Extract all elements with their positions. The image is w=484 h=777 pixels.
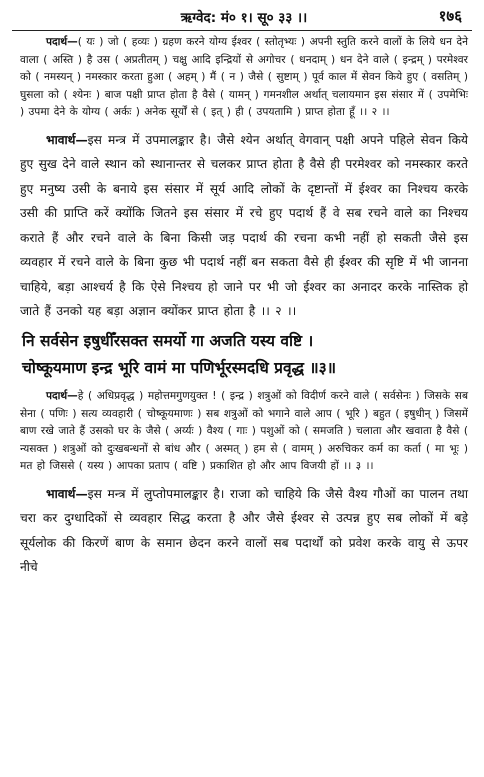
padartha-paragraph-3	[20, 388, 468, 476]
bhavartha-paragraph	[20, 128, 468, 324]
mantra-line-1: नि सर्वसेन इषुधीँरसक्त समर्यो गा अजति यस्य वष्टि ।	[22, 331, 314, 350]
bhavartha-paragraph-3	[20, 482, 468, 580]
running-head: ऋग्वेद: मं० १। सू० ३३ ।।	[180, 10, 308, 26]
mantra-line-2: चोष्कूयमाण इन्द्र भूरि वामं मा पणिर्भूरस्मदधि प्रवृद्ध ॥३॥	[22, 358, 337, 377]
padartha-label: पदार्थ—	[46, 36, 78, 48]
padartha-section-2	[20, 34, 468, 122]
bhavartha-section-3	[20, 482, 468, 580]
padartha-section-3	[20, 388, 468, 476]
page-header	[20, 4, 468, 30]
page-number: १७६	[438, 7, 462, 25]
bhavartha-label: भावार्थ—	[46, 132, 88, 147]
padartha-text: ( यः ) जो ( हव्यः ) ग्रहण करने योग्य ईश्वर ( स्तोतृभ्यः ) अपनी स्तुति करने वालों के लिये धन देने वाला ( अस्ति ) है उस ( अप्रतीतम् ) चक्षु आदि इन्द्रियों से अगोचर ( धनदाम् ) धन देने वाले ( इन्द्रम् ) परमेश्वर को ( नमस्यन् ) नमस्कार करता हुआ ( अहम् ) मैं ( न ) जैसे ( सुष्टाम् ) पूर्व काल में सेवन किये हुए ( वसतिम् ) घुसला को ( श्येनः ) बाज पक्षी प्राप्त होता है वैसे ( यामन् ) गमनशील अर्थात् चलायमान इस संसार में ( उपमेभिः ) उपमा देने के योग्य ( अर्कः ) अनेक सूर्यों से ( इत् ) ही ( उपयतामि ) प्राप्त होता हूँ ।। २ ।।	[20, 36, 468, 119]
padartha-label-3: पदार्थ—	[46, 389, 78, 402]
bhavartha-label-3: भावार्थ—	[46, 486, 88, 501]
bhavartha-section-2	[20, 128, 468, 324]
padartha-text-3: हे ( अधिप्रवृद्ध ) महोत्तमगुणयुक्त ! ( इन्द्र ) शत्रुओं को विदीर्ण करने वाले ( सर्वसेनः ) जिसके सब सेना ( पणिः ) सत्य व्यवहारी ( चोष्कूयमाणः ) सब शत्रुओं को भगाने वाले आप ( भूरि ) बहुत ( इषुधीन् ) जिसमें बाण रखे जाते हैं उसको घर के जैसे ( अर्य्यः ) वैश्य ( गाः ) पशुओं को ( समजति ) चलाता और खवाता है वैसे ( न्यसक्त ) शत्रुओं को दुःखबन्धनों से बांध और ( अस्मत् ) हम से ( वामम् ) अरुचिकर कर्म का कर्ता ( मा भूः ) मत हो जिससे ( यस्य ) आपका प्रताप ( वष्टि ) प्रकाशित हो और आप विजयी हों ।। ३ ।।	[20, 389, 468, 473]
mantra-verse	[20, 328, 468, 382]
padartha-paragraph	[20, 34, 468, 122]
bhavartha-text-3: इस मन्त्र में लुप्तोपमालङ्कार है। राजा को चाहिये कि जैसे वैश्य गौओं का पालन तथा चरा कर दुग्धादिकों से व्यवहार सिद्ध करता है और जैसे ईश्वर से उत्पन्न हुए सब लोकों में बड़े सूर्यलोक की किरणें बाण के समान छेदन करने वालों सब पदार्थों को प्रवेश करके वायु से ऊपर नीचे	[20, 486, 468, 575]
header-rule	[12, 30, 472, 31]
bhavartha-text: इस मन्त्र में उपमालङ्कार है। जैसे श्येन अर्थात् वेगवान् पक्षी अपने पहिले सेवन किये हुए सुख देने वाले स्थान को स्थानान्तर से चलकर प्राप्त होता है वैसे ही परमेश्वर को नमस्कार करते हुए मनुष्य उसी के बनाये इस संसार में सूर्य आदि लोकों के दृष्टान्तों में ईश्वर का निश्चय करके उसी की प्राप्ति करें क्योंकि जितने इस संसार में रचे हुए पदार्थ हैं वे सब रचने वाले का निश्चय कराते हैं और रचने वाले के बिना किसी जड़ पदार्थ की रचना कभी नहीं हो सकती जैसे इस व्यवहार में रचने वाले के बिना कुछ भी पदार्थ नहीं बन सकता वैसे ही ईश्वर की सृष्टि में भी जानना चाहिये, बड़ा आश्चर्य है कि ऐसे निश्चय हो जाने पर भी जो ईश्वर का अनादर करके नास्तिक हो जाते हैं उनको यह बड़ा अज्ञान क्योंकर प्राप्त होता है ।। २ ।।	[20, 132, 468, 319]
